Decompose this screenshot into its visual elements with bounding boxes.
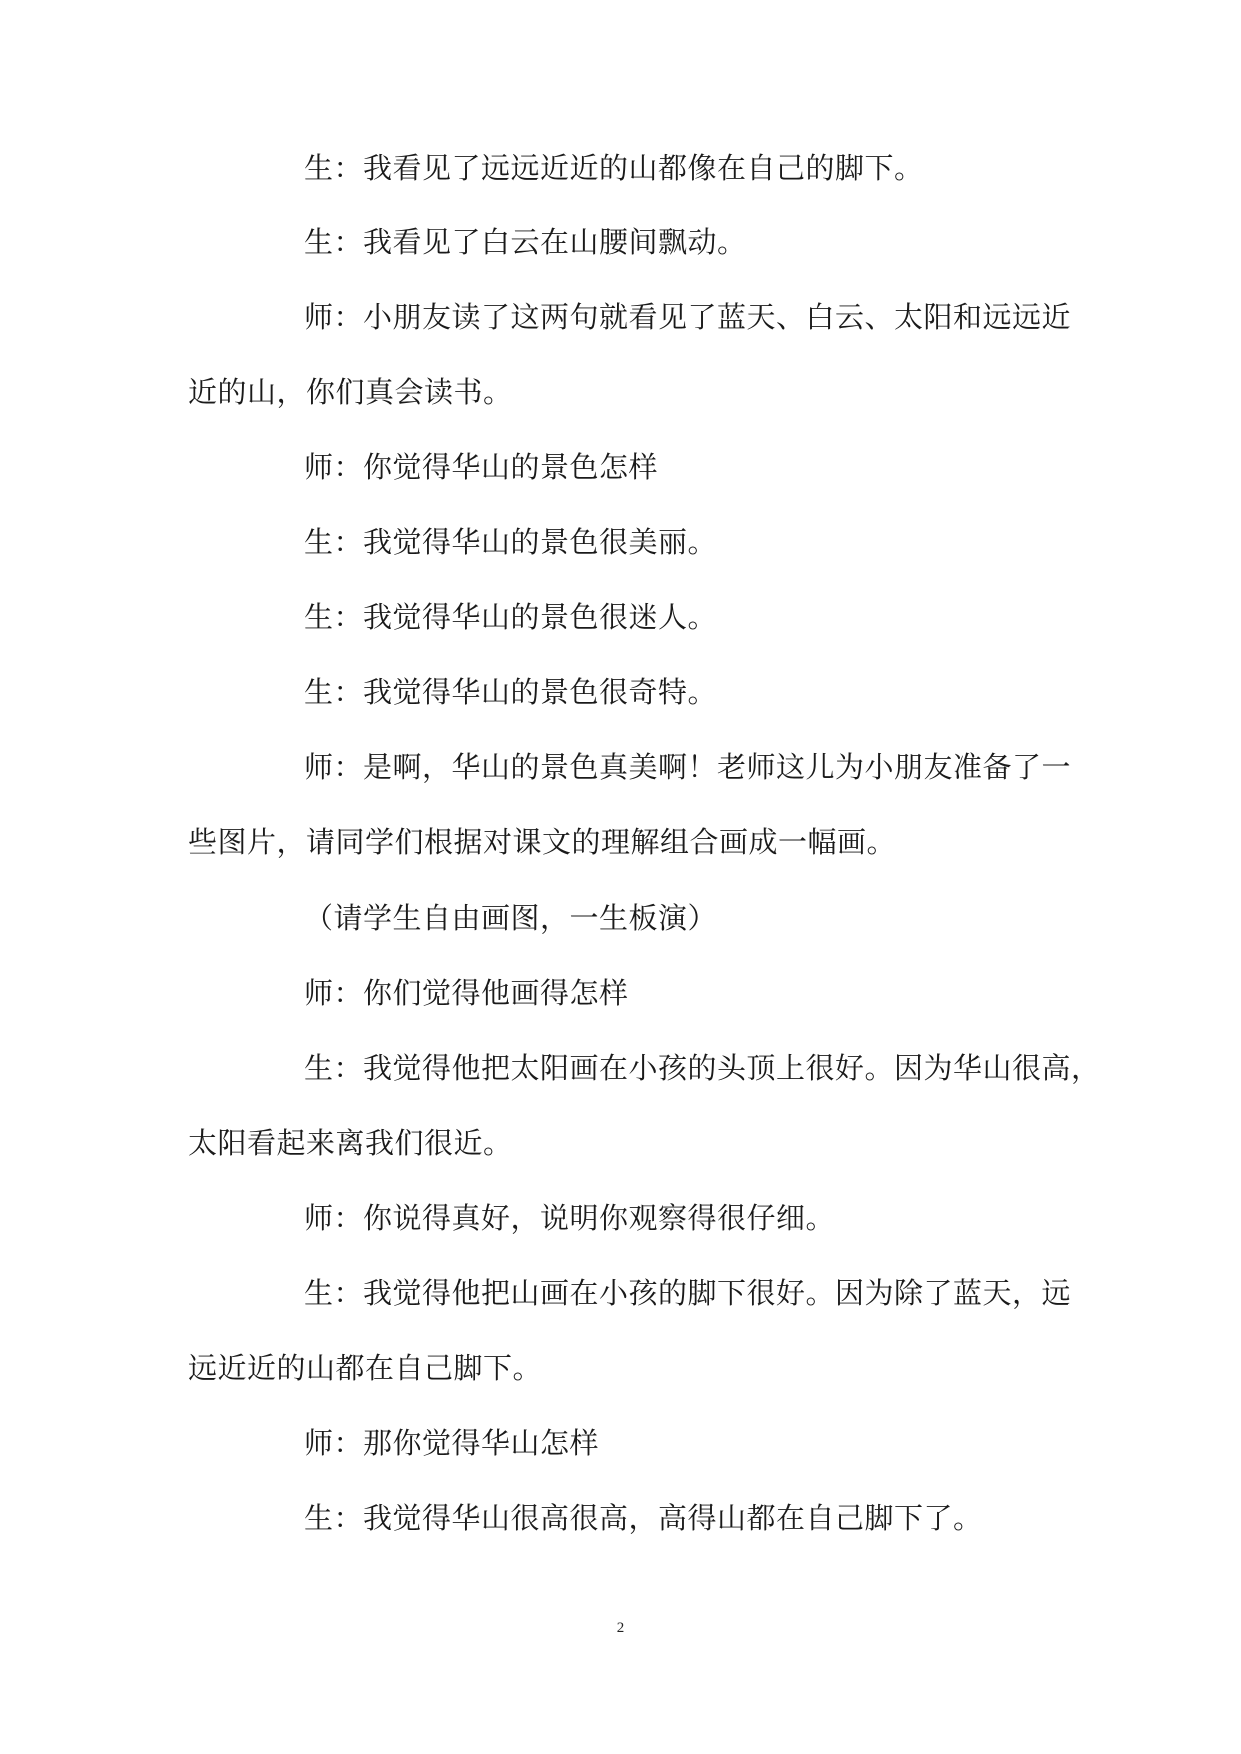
- paragraph-line: 生：我觉得华山的景色很迷人。: [304, 600, 718, 634]
- paragraph-line: 远近近的山都在自己脚下。: [188, 1351, 543, 1385]
- paragraph-line: 生：我觉得华山很高很高，高得山都在自己脚下了。: [304, 1501, 983, 1535]
- page-number: 2: [616, 1620, 625, 1636]
- paragraph-line: 师：你觉得华山的景色怎样: [304, 450, 659, 484]
- paragraph-line: 师：那你觉得华山怎样: [304, 1426, 600, 1460]
- paragraph-line: 师：你说得真好，说明你观察得很仔细。: [304, 1201, 836, 1235]
- paragraph-line: 太阳看起来离我们很近。: [188, 1126, 513, 1160]
- paragraph-line: 生：我觉得他把山画在小孩的脚下很好。因为除了蓝天，远: [304, 1276, 1072, 1310]
- paragraph-line: 生：我觉得他把太阳画在小孩的头顶上很好。因为华山很高，: [304, 1051, 1101, 1085]
- paragraph-line: 生：我觉得华山的景色很奇特。: [304, 675, 718, 709]
- paragraph-line: 师：小朋友读了这两句就看见了蓝天、白云、太阳和远远近: [304, 300, 1072, 334]
- paragraph-line: （请学生自由画图，一生板演）: [304, 901, 718, 935]
- paragraph-line: 生：我看见了远远近近的山都像在自己的脚下。: [304, 151, 924, 185]
- paragraph-line: 生：我看见了白云在山腰间飘动。: [304, 225, 747, 259]
- paragraph-line: 师：是啊，华山的景色真美啊！老师这儿为小朋友准备了一: [304, 750, 1072, 784]
- paragraph-line: 生：我觉得华山的景色很美丽。: [304, 525, 718, 559]
- paragraph-line: 些图片，请同学们根据对课文的理解组合画成一幅画。: [188, 825, 897, 859]
- paragraph-line: 师：你们觉得他画得怎样: [304, 976, 629, 1010]
- paragraph-line: 近的山，你们真会读书。: [188, 375, 513, 409]
